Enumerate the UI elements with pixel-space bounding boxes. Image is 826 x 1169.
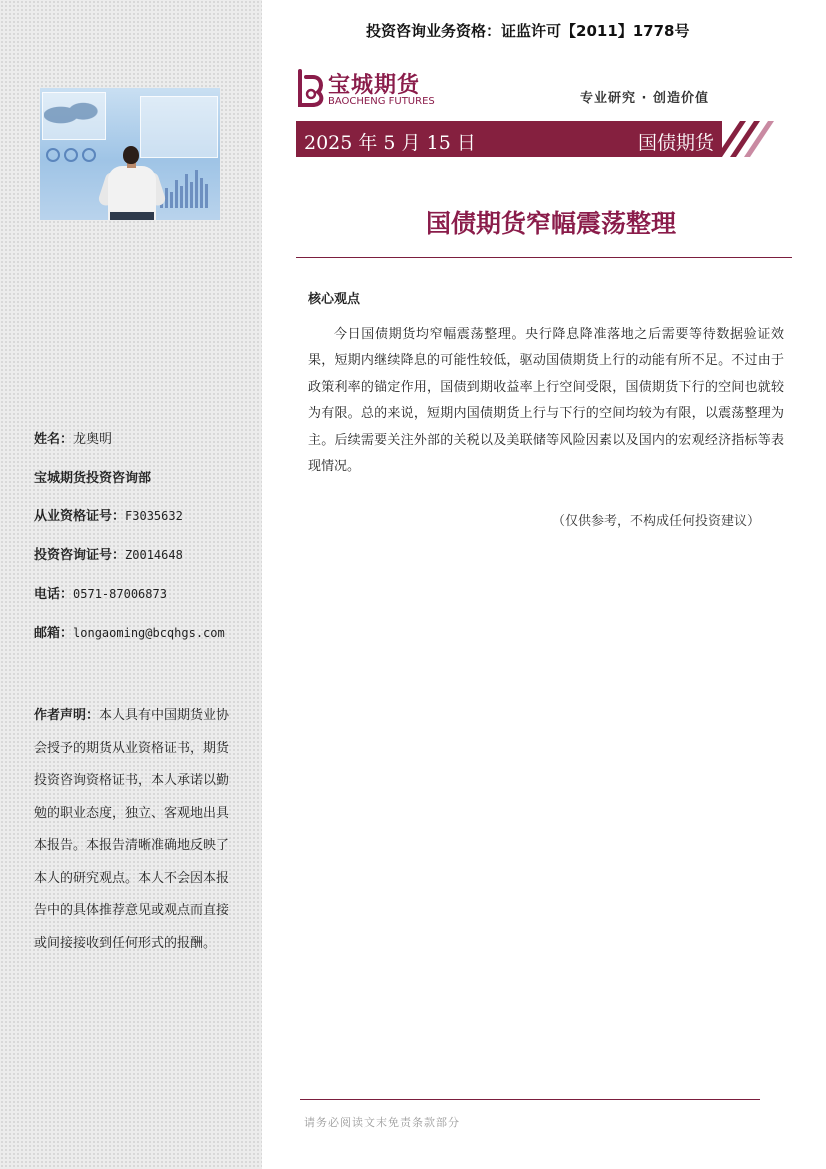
report-title: 国债期货窄幅震荡整理 [425,209,676,238]
consult-row [34,544,183,563]
logo-text-en: BAOCHENG FUTURES [328,96,435,107]
declaration-text: 本人具有中国期货业协会授予的期货从业资格证书，期货投资咨询资格证书，本人承诺以勤勉的职业态度，独立、客观地出具本报告。本报告清晰准确地反映了本人的研究观点。本人不会因本报告中的具体推荐意见或观点而直接或间接接收到任何形式的报酬。 [34,708,230,951]
license-line: 投资咨询业务资格：证监许可【2011】1778号 [366,22,690,40]
consult-number: Z0014648 [125,548,183,562]
logo-mark-icon [296,68,326,108]
author-name-row [34,428,112,447]
declaration-label: 作者声明： [34,708,100,723]
logo-text-cn: 宝城期货 [328,72,421,98]
slogan: 专业研究 · 创造价值 [580,91,709,106]
author-name: 龙奥明 [73,432,113,447]
consult-label: 投资咨询证号： [34,548,126,563]
gauge-icons [46,148,96,162]
footer-divider [300,1099,760,1100]
company-logo [296,68,436,112]
report-body: 今日国债期货均窄幅震荡整理。央行降息降准落地之后需要等待数据验证效果，短期内继续降息的可能性较低，驱动国债期货上行的动能有所不足。不过由于政策利率的锚定作用，国债到期收益率上行空间受限，国债期货下行的空间也就较为有限。总的来说，短期内国债期货上行与下行的空间均较为有限，以震荡整理为主。后续需要关注外部的关税以及美联储等风险因素以及国内的宏观经济指标等表现情况。 [308,327,784,475]
screen-panel [140,96,218,158]
title-divider [296,257,792,258]
phone-number: 0571-87006873 [73,587,167,601]
report-title-wrap [296,204,792,240]
author-department-row [34,467,151,486]
cover-image [40,88,220,220]
email-address: longaoming@bcqhgs.com [73,626,225,640]
world-map-graphic [44,96,100,134]
qualification-number: F3035632 [125,509,183,523]
report-category: 国债期货 [637,132,714,154]
phone-label: 电话： [34,587,74,602]
author-department: 宝城期货投资咨询部 [34,471,152,486]
email-row [34,622,225,641]
disclaimer: （仅供参考，不构成任何投资建议） [552,514,761,529]
footer-note: 请务必阅读文末免责条款部分 [304,1116,460,1129]
banner-stripes-decoration [716,121,786,157]
email-label: 邮箱： [34,626,74,641]
bar-graphic [160,168,216,208]
report-date: 2025 年 5 月 15 日 [304,132,476,154]
author-name-label: 姓名： [34,432,74,447]
qualification-label: 从业资格证号： [34,509,126,524]
date-banner [296,121,722,157]
phone-row [34,583,167,602]
qualification-row [34,505,183,524]
section-heading: 核心观点 [308,292,361,307]
author-declaration [34,700,230,960]
